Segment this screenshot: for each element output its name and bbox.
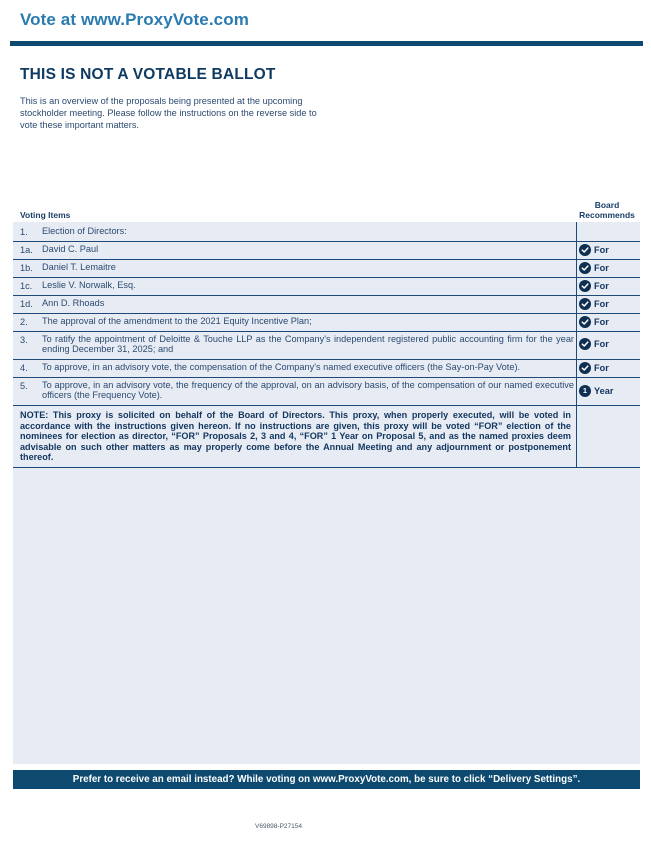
- item-text: Daniel T. Lemaitre: [42, 262, 116, 272]
- row-divider: [13, 331, 640, 332]
- header-divider: [10, 41, 643, 46]
- number-one-circle-icon: 1: [579, 385, 591, 397]
- page-title: THIS IS NOT A VOTABLE BALLOT: [20, 66, 276, 83]
- board-recommends-header: Board Recommends: [579, 200, 635, 220]
- recommendation: [579, 262, 609, 274]
- document-code: V69898-P27154: [255, 823, 302, 830]
- item-number: 5.: [20, 381, 28, 391]
- item-text: To ratify the appointment of Deloitte & Touche LLP as the Company's independent registered public accounting firm for the year ending December 31, 2025; and: [42, 334, 574, 354]
- row-divider: [13, 313, 640, 314]
- row-divider: [13, 277, 640, 278]
- row-divider: [13, 259, 640, 260]
- recommendation-label: For: [594, 363, 609, 373]
- item-text: To approve, in an advisory vote, the compensation of the Company's named executive officers (the Say-on-Pay Vote).: [42, 362, 521, 372]
- check-circle-icon: [579, 280, 591, 292]
- item-text: David C. Paul: [42, 244, 99, 254]
- recommendation: [579, 338, 609, 350]
- proxy-note: NOTE: This proxy is solicited on behalf of the Board of Directors. This proxy, when properly executed, will be voted in accordance with the instructions given hereon. If no instructions are given, this proxy will be voted “FOR” election of the nominees for election as director, “FOR” Proposals 2, 3 and 4, “FOR” 1 Year on Proposal 5, and as the named proxies deem advisable on such other matters as may properly come before the Annual Meeting and any adjournment or postponement thereof.: [20, 410, 571, 463]
- row-divider: [13, 405, 640, 406]
- recommendation: [579, 280, 609, 292]
- recommendation-label: For: [594, 317, 609, 327]
- item-text: To approve, in an advisory vote, the frequency of the approval, on an advisory basis, of the compensation of our named executive officers (the Frequency Vote).: [42, 380, 574, 400]
- row-divider: [13, 377, 640, 378]
- recommendation-label: For: [594, 339, 609, 349]
- recommendation: [579, 244, 609, 256]
- item-text: The approval of the amendment to the 2021 Equity Incentive Plan;: [42, 316, 312, 326]
- recommendation: [579, 298, 609, 310]
- recommendation-label: For: [594, 281, 609, 291]
- email-delivery-banner: Prefer to receive an email instead? While voting on www.ProxyVote.com, be sure to click “Delivery Settings”.: [13, 770, 640, 789]
- recommendation-label: For: [594, 245, 609, 255]
- item-number: 1.: [20, 227, 28, 237]
- voting-items-header: Voting Items: [20, 210, 71, 220]
- check-circle-icon: [579, 262, 591, 274]
- recommendation-label: For: [594, 299, 609, 309]
- item-number: 1c.: [20, 281, 33, 291]
- check-circle-icon: [579, 316, 591, 328]
- check-circle-icon: [579, 298, 591, 310]
- recommendation: [579, 385, 613, 397]
- recommendation: [579, 362, 609, 374]
- item-number: 4.: [20, 363, 28, 373]
- row-divider: [13, 295, 640, 296]
- row-divider: [13, 241, 640, 242]
- check-circle-icon: [579, 244, 591, 256]
- recommendation-label: Year: [594, 386, 614, 396]
- item-text: Leslie V. Norwalk, Esq.: [42, 280, 136, 290]
- intro-paragraph: This is an overview of the proposals being presented at the upcoming stockholder meeting. Please follow the instructions on the reverse side to vote these important matters.: [20, 96, 317, 130]
- item-number: 1a.: [20, 245, 33, 255]
- item-number: 1b.: [20, 263, 33, 273]
- recommendation: [579, 316, 609, 328]
- item-number: 3.: [20, 335, 28, 345]
- vote-at-proxyvote-header: Vote at www.ProxyVote.com: [20, 10, 249, 29]
- item-text: Ann D. Rhoads: [42, 298, 105, 308]
- check-circle-icon: [579, 362, 591, 374]
- item-number: 1d.: [20, 299, 33, 309]
- recommendation-label: For: [594, 263, 609, 273]
- item-text: Election of Directors:: [42, 226, 127, 236]
- check-circle-icon: [579, 338, 591, 350]
- row-divider: [13, 467, 640, 468]
- row-divider: [13, 359, 640, 360]
- item-number: 2.: [20, 317, 28, 327]
